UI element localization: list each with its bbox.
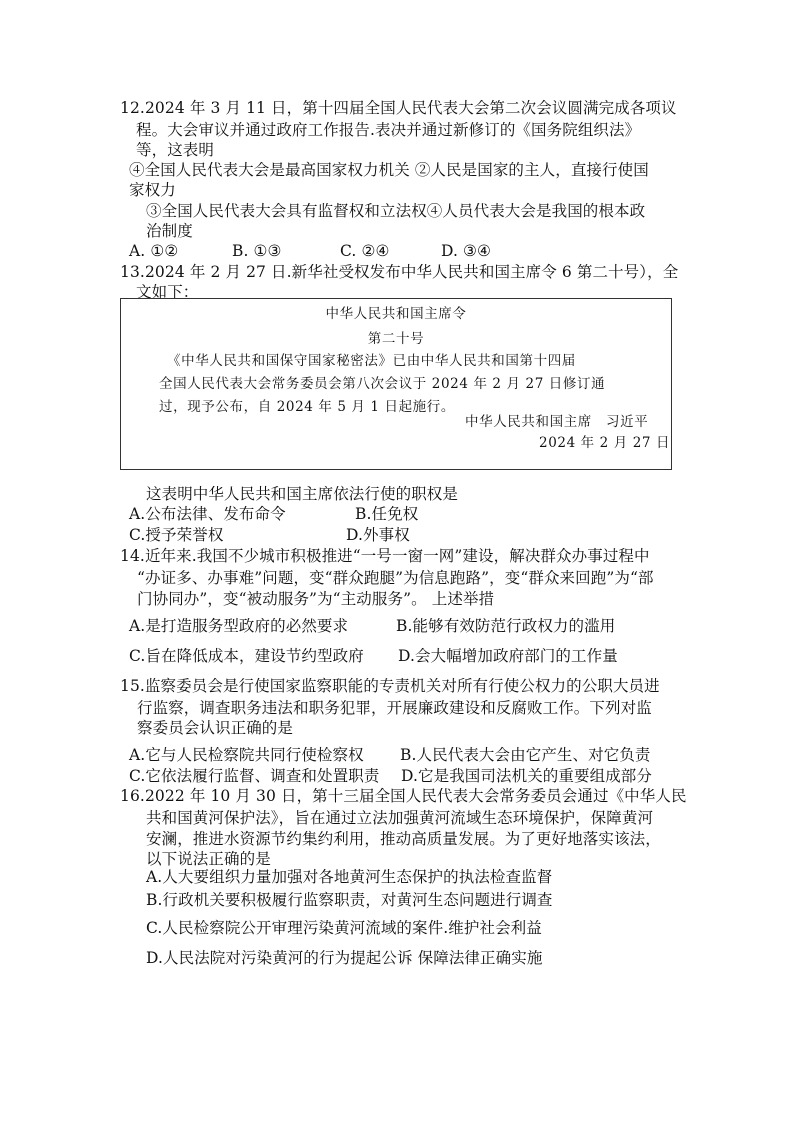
decree-box	[120, 298, 672, 470]
q12-stem-line-2: 程。大会审议并通过政府工作报告.表决并通过新修订的《国务院组织法》	[136, 121, 641, 139]
q16-option-c: C.人民检察院公开审理污染黄河流域的案件.维护社会利益	[146, 919, 542, 937]
decree-body-line-2: 全国人民代表大会常务委员会第八次会议于 2024 年 2 月 27 日修订通	[159, 376, 606, 392]
q16-option-a: A.人大要组织力量加强对各地黄河生态保护的执法检查监督	[146, 868, 553, 886]
q12-option-d: D. ③④	[441, 242, 492, 260]
q15-option-a: A.它与人民检察院共同行使检察权	[129, 746, 364, 764]
q14-option-d: D.会大幅增加政府部门的工作量	[398, 647, 618, 665]
q16-stem-line-4: 以下说法正确的是	[146, 850, 271, 868]
q15-option-d: D.它是我国司法机关的重要组成部分	[401, 767, 653, 785]
q15-stem-line-3: 察委员会认识正确的是	[137, 719, 294, 737]
q16-option-b: B.行政机关要积极履行监察职责，对黄河生态问题进行调查	[146, 891, 553, 909]
q15-option-b: B.人民代表大会由它产生、对它负责	[400, 746, 651, 764]
q16-stem-line-2: 共和国黄河保护法》，旨在通过立法加强黄河流域生态环境保护，保障黄河	[146, 809, 654, 827]
q12-option-b: B. ①③	[232, 242, 282, 260]
decree-signature: 中华人民共和国主席 习近平	[465, 414, 649, 430]
q14-stem-line-3: 门协同办”，变“被动服务”为“主动服务”。 上述举措	[137, 590, 495, 608]
q12-statement-line-1: ④全国人民代表大会是最高国家权力机关 ②人民是国家的主人，直接行使国	[129, 161, 649, 179]
q13-option-a: A.公布法律、发布命令	[129, 505, 286, 523]
decree-date: 2024 年 2 月 27 日	[539, 435, 671, 451]
q12-statement-line-4: 治制度	[146, 222, 193, 240]
q15-stem-line-1: 15.监察委员会是行使国家监察职能的专责机关对所有行使公权力的公职大员进	[120, 677, 660, 695]
q12-statement-line-3: ③全国人民代表大会具有监督权和立法权④人员代表大会是我国的根本政	[146, 202, 646, 220]
q16-option-d: D.人民法院对污染黄河的行为提起公诉 保障法律正确实施	[146, 949, 543, 967]
decree-body-line-3: 过，现予公布，自 2024 年 5 月 1 日起施行。	[159, 399, 455, 415]
q13-option-b: B.任免权	[355, 505, 419, 523]
q16-stem-line-1: 16.2022 年 10 月 30 日，第十三届全国人民代表大会常务委员会通过《中华人民	[120, 787, 687, 805]
q13-option-c: C.授予荣誉权	[129, 526, 224, 544]
decree-number: 第二十号	[367, 331, 425, 347]
q13-option-d: D.外事权	[346, 526, 410, 544]
q15-option-c: C.它依法履行监督、调查和处置职责	[129, 767, 380, 785]
q15-stem-line-2: 行监察，调查职务违法和职务犯罪，开展廉政建设和反腐败工作。下列对监	[137, 699, 652, 717]
q12-stem-line-1: 12.2024 年 3 月 11 日，第十四届全国人民代表大会第二次会议圆满完成各项议	[120, 99, 677, 117]
q16-stem-line-3: 安澜，推进水资源节约集约利用，推动高质量发展。为了更好地落实该法，	[146, 830, 661, 848]
q14-option-b: B.能够有效防范行政权力的滥用	[396, 617, 616, 635]
q14-stem-line-1: 14.近年来.我国不少城市积极推进“一号一窗一网”建设，解决群众办事过程中	[120, 547, 650, 565]
q12-option-a: A. ①②	[129, 242, 179, 260]
q12-option-c: C. ②④	[340, 242, 390, 260]
q12-statement-line-2: 家权力	[129, 181, 176, 199]
q12-stem-line-3: 等，这表明	[136, 141, 215, 159]
q14-option-c: C.旨在降低成本，建设节约型政府	[129, 647, 364, 665]
q14-stem-line-2: “办证多、办事难”问题，变“群众跑腿”为信息跑路”，变“群众来回跑”为“部	[137, 569, 654, 587]
q13-stem-line-1: 13.2024 年 2 月 27 日.新华社受权发布中华人民共和国主席令 6 第二十号），全	[120, 263, 679, 281]
q13-stem-line-2: 文如下：	[136, 283, 199, 301]
decree-title: 中华人民共和国主席令	[325, 306, 467, 322]
decree-body-line-1: 《中华人民共和国保守国家秘密法》已由中华人民共和国第十四届	[167, 353, 576, 369]
q14-option-a: A.是打造服务型政府的必然要求	[129, 617, 349, 635]
q13-question: 这表明中华人民共和国主席依法行使的职权是	[146, 485, 459, 503]
